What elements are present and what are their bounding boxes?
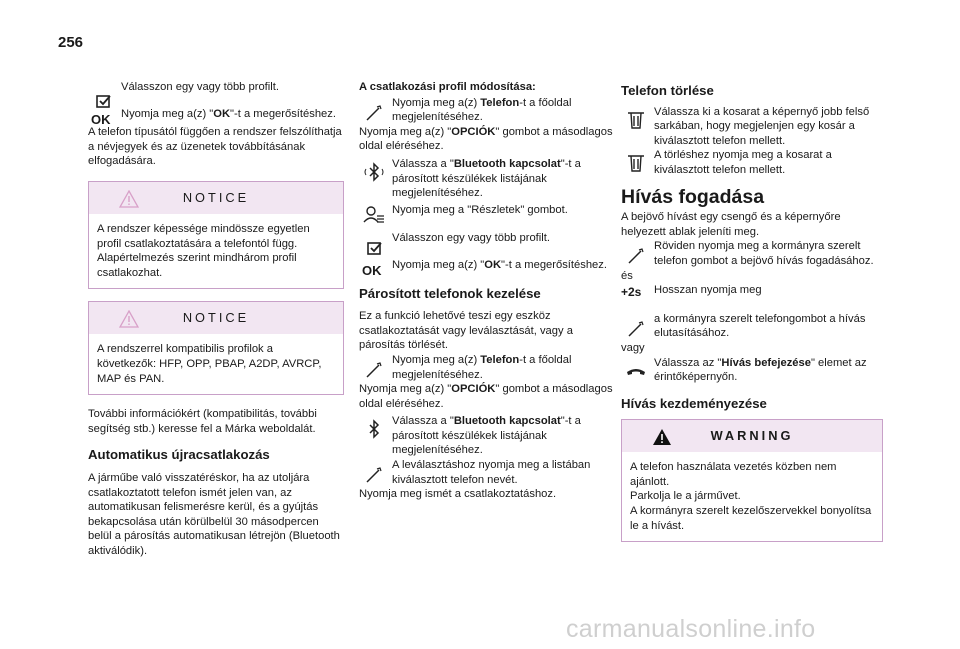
step-text: Válasszon egy vagy több profilt.: [392, 232, 550, 245]
step-text-pre: Válassza a ": [392, 415, 454, 428]
step-options: [359, 382, 617, 411]
step-text: Válasszon egy vagy több profilt.: [121, 81, 279, 93]
hang-up-icon: [625, 360, 647, 382]
step-options: [359, 125, 617, 154]
step-text-bold: Telefon: [480, 96, 520, 109]
heading-delete-phone: Telefon törlése: [621, 83, 714, 98]
step-select-profiles: [88, 80, 344, 95]
step-text-pre: Nyomja meg a(z) ": [359, 125, 452, 138]
step-press-bin: [621, 148, 883, 177]
paragraph-reconnect: Nyomja meg ismét a csatlakoztatáshoz.: [359, 488, 557, 501]
step-text-bold: OPCIÓK: [451, 383, 496, 396]
warning-header: [622, 420, 882, 452]
notice-header: [89, 302, 343, 334]
paragraph-more-info: További információkért (kompatibilitás, további segítség stb.) keresse fel a Márka weboldalát.: [88, 408, 317, 435]
ok-icon: OK: [91, 111, 111, 127]
step-text: a kormányra szerelt telefongombot a hívás elutasításához.: [654, 312, 866, 340]
step-reject-call: [621, 312, 883, 341]
warning-title: WARNING: [710, 428, 794, 444]
touch-icon: [363, 359, 385, 381]
column-2: [359, 80, 617, 505]
notice-box-2: [88, 301, 344, 395]
step-text-bold: Telefon: [480, 353, 520, 366]
notice-box-1: [88, 181, 344, 289]
step-text-post: "-t a megerősítéshez.: [230, 107, 336, 120]
warning-triangle-icon: [652, 428, 672, 446]
checkbox-icon: [363, 237, 385, 259]
step-text-bold: OK: [213, 107, 231, 120]
heading-auto-reconnect: Automatikus újracsatlakozás: [88, 447, 270, 463]
step-text-bold: Hívás befejezése: [721, 356, 811, 369]
notice-text: A rendszer képessége mindössze egyetlen profil csatlakoztatására a telefontól függ. Alapértelmezés szerint mindhárom profil csatlakozhat.: [97, 222, 310, 279]
notice-title: NOTICE: [182, 310, 250, 326]
step-text-post: "-t a megerősítéshez.: [501, 258, 607, 271]
step-long-press: [621, 283, 883, 298]
bluetooth-icon: [363, 418, 385, 440]
paragraph-manage-paired: Ez a funkció lehetővé teszi egy eszköz csatlakoztatását vagy leválasztását, vagy a párosítás törlését.: [359, 310, 573, 352]
warning-triangle-icon: [119, 310, 139, 328]
step-confirm-ok: [88, 107, 344, 127]
step-text: A törléshez nyomja meg a kosarat a kiválasztott telefon mellett.: [654, 149, 832, 176]
step-text-post: -t a főoldal megjelenítéséhez.: [392, 96, 572, 124]
warning-box: [621, 419, 883, 542]
step-text-pre: Nyomja meg a(z) ": [121, 107, 214, 120]
watermark: carmanualsonline.info: [566, 615, 816, 643]
step-confirm-ok: [359, 258, 617, 278]
paragraph-contacts: A telefon típusától függően a rendszer felszólíthatja a névjegyek és az üzenetek továbbításának elfogadására.: [88, 126, 342, 168]
column-3: [621, 80, 883, 554]
notice-header: [89, 182, 343, 214]
page-number: 256: [58, 34, 84, 51]
step-disconnect: [359, 458, 617, 487]
step-press-phone: [359, 353, 617, 382]
step-text-post: " elemet az érintőképernyőn.: [654, 356, 867, 384]
heading-receive-call: Hívás fogadása: [621, 185, 765, 208]
step-text-post: "-t a párosított készülékek listájának megjelenítéséhez.: [392, 157, 581, 200]
step-text-pre: Nyomja meg a(z) ": [359, 383, 452, 396]
step-text: A leválasztáshoz nyomja meg a listában kiválasztott telefon nevét.: [392, 459, 591, 486]
notice-title: NOTICE: [182, 189, 250, 205]
step-text-pre: Nyomja meg a(z): [392, 353, 481, 366]
long-press-icon: [621, 285, 649, 307]
step-text-post: " gombot a másodlagos oldal eléréséhez.: [359, 383, 613, 410]
text-or: vagy: [621, 341, 645, 354]
long-press-label: +2s: [621, 285, 642, 300]
step-bluetooth-connection: [359, 414, 617, 458]
trash-icon: [625, 109, 647, 131]
warning-triangle-icon: [119, 190, 139, 208]
trash-icon: [625, 152, 647, 174]
step-details: [359, 203, 617, 218]
step-text-post: "-t a párosított készülékek listájának megjelenítéséhez.: [392, 415, 581, 457]
step-text-bold: OPCIÓK: [451, 125, 496, 138]
step-text-pre: Nyomja meg a(z): [392, 96, 481, 109]
bluetooth-icon: [363, 161, 385, 183]
step-text-pre: Válassza a ": [392, 157, 454, 170]
step-select-bin: [621, 105, 883, 149]
heading-make-call: Hívás kezdeményezése: [621, 395, 767, 411]
heading-manage-paired: Párosított telefonok kezelése: [359, 285, 541, 301]
step-text-bold: OK: [484, 258, 502, 271]
details-icon: [363, 204, 385, 226]
paragraph-auto-reconnect: A járműbe való visszatéréskor, ha az utoljára csatlakoztatott telefon ismét jelen van, az automatikusan felismerésre kerül, és a gyújtás bekapcsolása után körülbelül 30 másodpercen belül a párosítás automatikusan létrejön (Bluetooth aktiválódik).: [88, 471, 340, 557]
step-text: Válassza ki a kosarat a képernyő jobb felső sarkában, hogy megjelenjen egy kosár a kiválasztott telefon mellett.: [654, 105, 870, 147]
ok-icon: OK: [362, 262, 382, 278]
step-text-bold: Bluetooth kapcsolat: [453, 415, 561, 428]
step-press-phone: [359, 96, 617, 125]
heading-modify-profile: A csatlakozási profil módosítása:: [359, 81, 536, 93]
touch-icon: [625, 318, 647, 340]
touch-icon: [363, 102, 385, 124]
step-text-pre: Válassza az ": [654, 356, 722, 369]
step-end-call: [621, 356, 883, 385]
step-accept-call: [621, 239, 883, 268]
step-text: Nyomja meg a "Részletek" gombot.: [392, 203, 568, 216]
touch-icon: [625, 245, 647, 267]
notice-text: A rendszerrel kompatibilis profilok a következők: HFP, OPP, PBAP, A2DP, AVRCP, MAP és PAN.: [97, 343, 322, 385]
step-select-profiles: [359, 231, 617, 246]
step-text-post: -t a főoldal megjelenítéséhez.: [392, 353, 572, 381]
step-bluetooth-connection: [359, 157, 617, 201]
step-text-pre: Nyomja meg a(z) ": [392, 258, 485, 271]
step-text: Röviden nyomja meg a kormányra szerelt telefon gombot a bejövő hívás fogadásához.: [654, 240, 874, 267]
text-and: és: [621, 269, 633, 282]
step-text: Hosszan nyomja meg: [654, 284, 762, 297]
column-1: [88, 80, 344, 561]
touch-icon: [363, 464, 385, 486]
warning-text: A telefon használata vezetés közben nem ajánlott. Parkolja le a járművet. A kormányra szerelt kezelőszervekkel bonyolítsa le a hívást.: [630, 461, 872, 532]
step-text-bold: Bluetooth kapcsolat: [453, 157, 561, 170]
step-text-post: " gombot a másodlagos oldal eléréséhez.: [359, 125, 613, 153]
paragraph-incoming-call: A bejövő hívást egy csengő és a képernyőre helyezett ablak jeleníti meg.: [621, 211, 841, 238]
